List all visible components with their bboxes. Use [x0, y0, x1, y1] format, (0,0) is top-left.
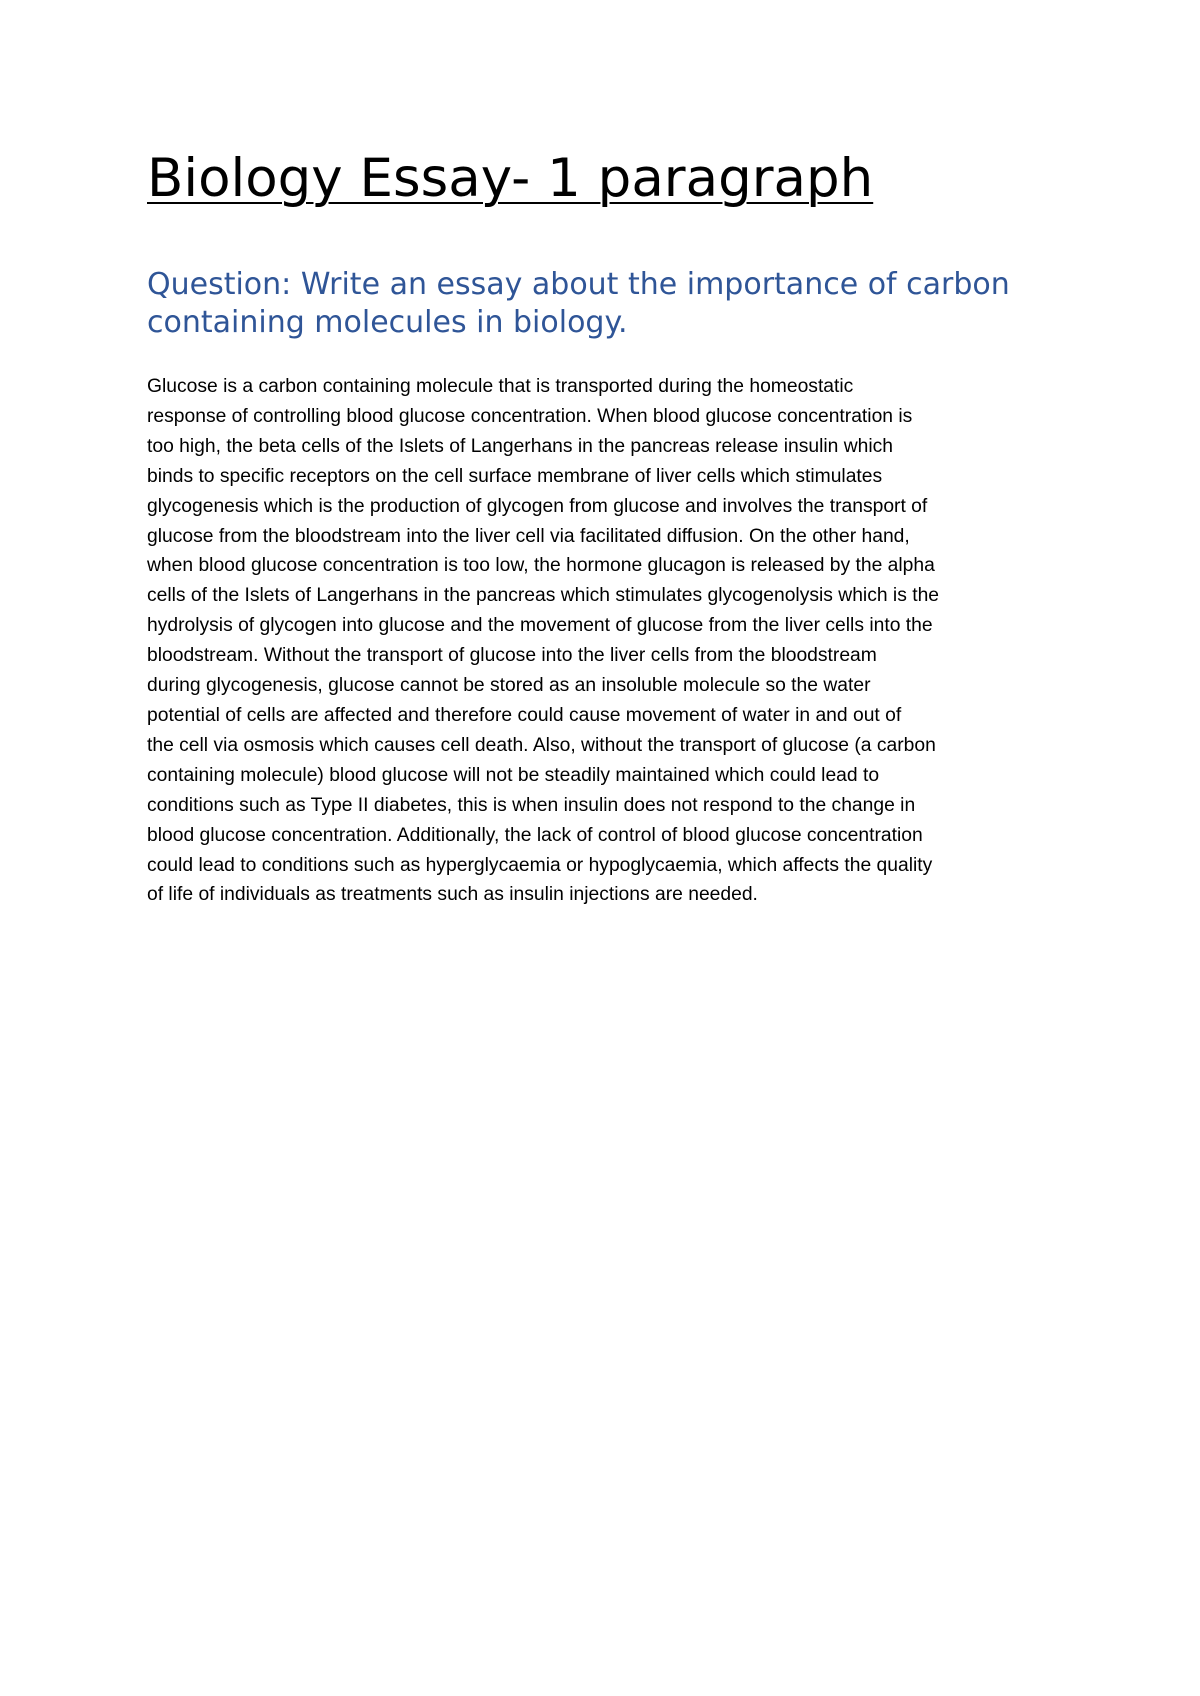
paragraph-line: when blood glucose concentration is too low, the hormone glucagon is released by the alpha: [147, 555, 935, 577]
paragraph-line: containing molecule) blood glucose will not be steadily maintained which could lead to: [147, 764, 880, 786]
paragraph-line: potential of cells are affected and therefore could cause movement of water in and out of: [147, 704, 902, 726]
paragraph-line: glycogenesis which is the production of glycogen from glucose and involves the transport of: [147, 495, 928, 517]
paragraph-line: Glucose is a carbon containing molecule that is transported during the homeostatic: [147, 376, 854, 397]
essay-paragraph: [147, 372, 1067, 910]
paragraph-line: conditions such as Type II diabetes, this is when insulin does not respond to the change in: [147, 794, 916, 816]
paragraph-line: bloodstream. Without the transport of glucose into the liver cells from the bloodstream: [147, 645, 877, 667]
paragraph-line: during glycogenesis, glucose cannot be stored as an insoluble molecule so the water: [147, 675, 871, 697]
paragraph-line: the cell via osmosis which causes cell death. Also, without the transport of glucose (a carbon: [147, 734, 936, 756]
paragraph-line: could lead to conditions such as hyperglycaemia or hypoglycaemia, which affects the quality: [147, 854, 933, 876]
paragraph-line: hydrolysis of glycogen into glucose and the movement of glucose from the liver cells into the: [147, 615, 933, 637]
paragraph-line: binds to specific receptors on the cell surface membrane of liver cells which stimulates: [147, 465, 883, 487]
essay-question: Question: Write an essay about the importance of carbon containing molecules in biology.: [147, 267, 1010, 340]
paragraph-line: response of controlling blood glucose concentration. When blood glucose concentration is: [147, 405, 913, 427]
paragraph-line: too high, the beta cells of the Islets of Langerhans in the pancreas release insulin which: [147, 435, 894, 457]
paragraph-line: glucose from the bloodstream into the liver cell via facilitated diffusion. On the other hand,: [147, 525, 910, 547]
paragraph-line: cells of the Islets of Langerhans in the pancreas which stimulates glycogenolysis which is the: [147, 585, 940, 607]
document-title: Biology Essay- 1 paragraph: [147, 148, 874, 209]
paragraph-line: blood glucose concentration. Additionally, the lack of control of blood glucose concentration: [147, 824, 923, 846]
paragraph-line: of life of individuals as treatments such as insulin injections are needed.: [147, 884, 758, 906]
